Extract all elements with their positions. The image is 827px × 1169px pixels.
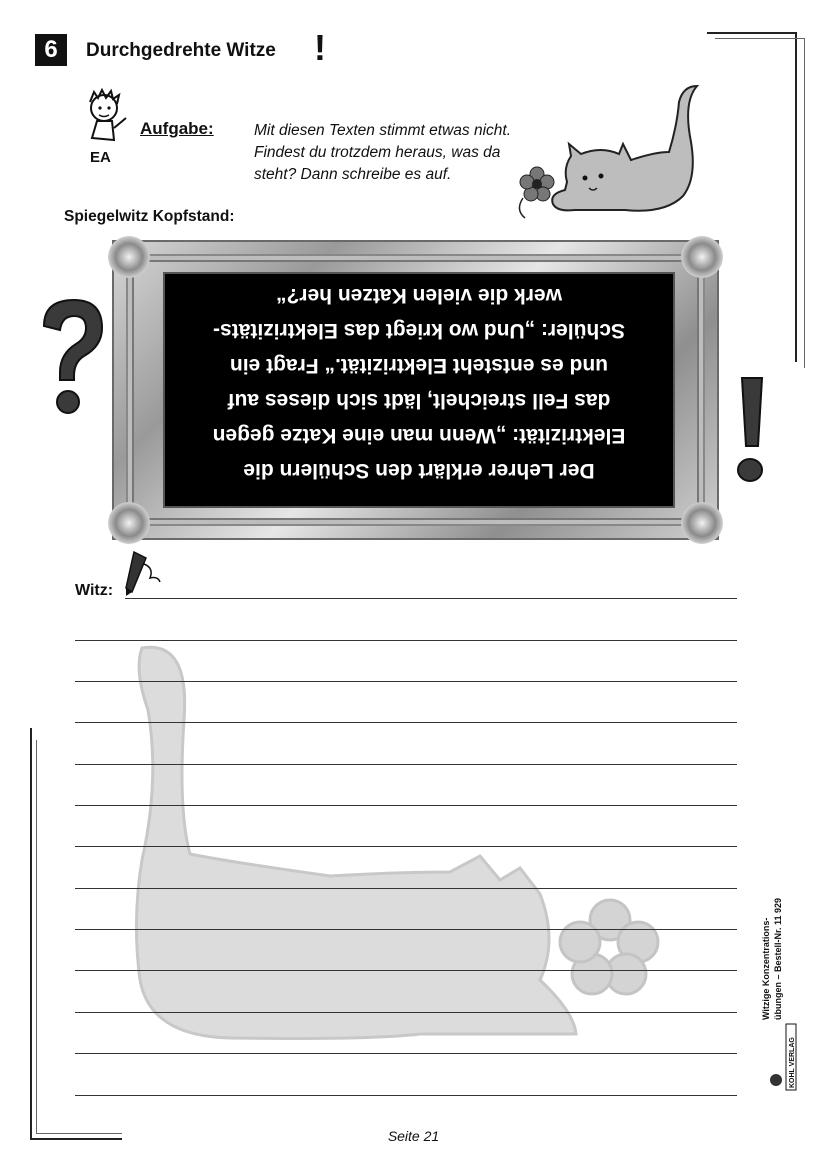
- answer-line[interactable]: [75, 888, 737, 889]
- answer-line[interactable]: [75, 846, 737, 847]
- answer-line[interactable]: [75, 805, 737, 806]
- answer-line[interactable]: [75, 764, 737, 765]
- upside-down-joke-text: [165, 274, 673, 506]
- publisher-logo: [768, 1022, 798, 1092]
- exercise-number: 6: [35, 34, 67, 66]
- page-frame-top-right-inner: [715, 38, 805, 368]
- task-badge: EA: [90, 149, 111, 166]
- task-line: Mit diesen Texten stimmt etwas nicht.: [254, 122, 511, 139]
- answer-line[interactable]: [75, 640, 737, 641]
- answer-line[interactable]: [75, 1053, 737, 1054]
- joke-line: Der Lehrer erklärt den Schülern die: [243, 459, 595, 482]
- question-mark-icon: [38, 296, 108, 418]
- answer-line[interactable]: [75, 970, 737, 971]
- task-line: steht? Dann schreibe es auf.: [254, 166, 452, 183]
- joke-line: Schüler: „Und wo kriegt das Elektrizitäts-: [213, 319, 625, 342]
- exclamation-mark-icon: [734, 374, 768, 486]
- page-title: Durchgedrehte Witze: [86, 40, 276, 61]
- task-line: Findest du trotzdem heraus, was da: [254, 144, 501, 161]
- task-label: Aufgabe:: [140, 119, 214, 138]
- page-frame-bottom-left-inner: [36, 740, 122, 1134]
- boy-writing-icon: [80, 88, 132, 168]
- page-number: Seite 21: [387, 1128, 440, 1144]
- answer-line[interactable]: [75, 929, 737, 930]
- sidenote-line: Witzige Konzentrations-: [761, 917, 771, 1020]
- watermark-cat-icon: [120, 640, 700, 1050]
- joke-line: werk die vielen Katzen her?“: [276, 284, 562, 307]
- publisher-sidenote: [760, 870, 810, 1020]
- joke-line: Elektrizität: „Wenn man eine Katze gegen: [212, 424, 626, 447]
- answer-line[interactable]: [75, 681, 737, 682]
- answer-line[interactable]: [75, 1012, 737, 1013]
- sidenote-line: übungen – Bestell-Nr. 11 929: [773, 897, 783, 1020]
- answer-line[interactable]: [125, 598, 737, 599]
- title-exclamation: !: [314, 27, 326, 68]
- answer-line[interactable]: [75, 722, 737, 723]
- answer-line[interactable]: [75, 1095, 737, 1096]
- publisher-name: KOHL VERLAG: [789, 1037, 796, 1088]
- answer-label: Witz:: [75, 582, 114, 599]
- pencil-icon: [120, 548, 162, 598]
- cat-with-flower-icon: [505, 82, 715, 224]
- mirrored-joke-board: [163, 272, 675, 508]
- joke-line: und es entsteht Elektrizität.“ Fragt ein: [229, 354, 609, 377]
- section-title: Spiegelwitz Kopfstand:: [64, 208, 235, 225]
- joke-line: das Fell streichelt, lädt sich dieses auf: [227, 389, 611, 412]
